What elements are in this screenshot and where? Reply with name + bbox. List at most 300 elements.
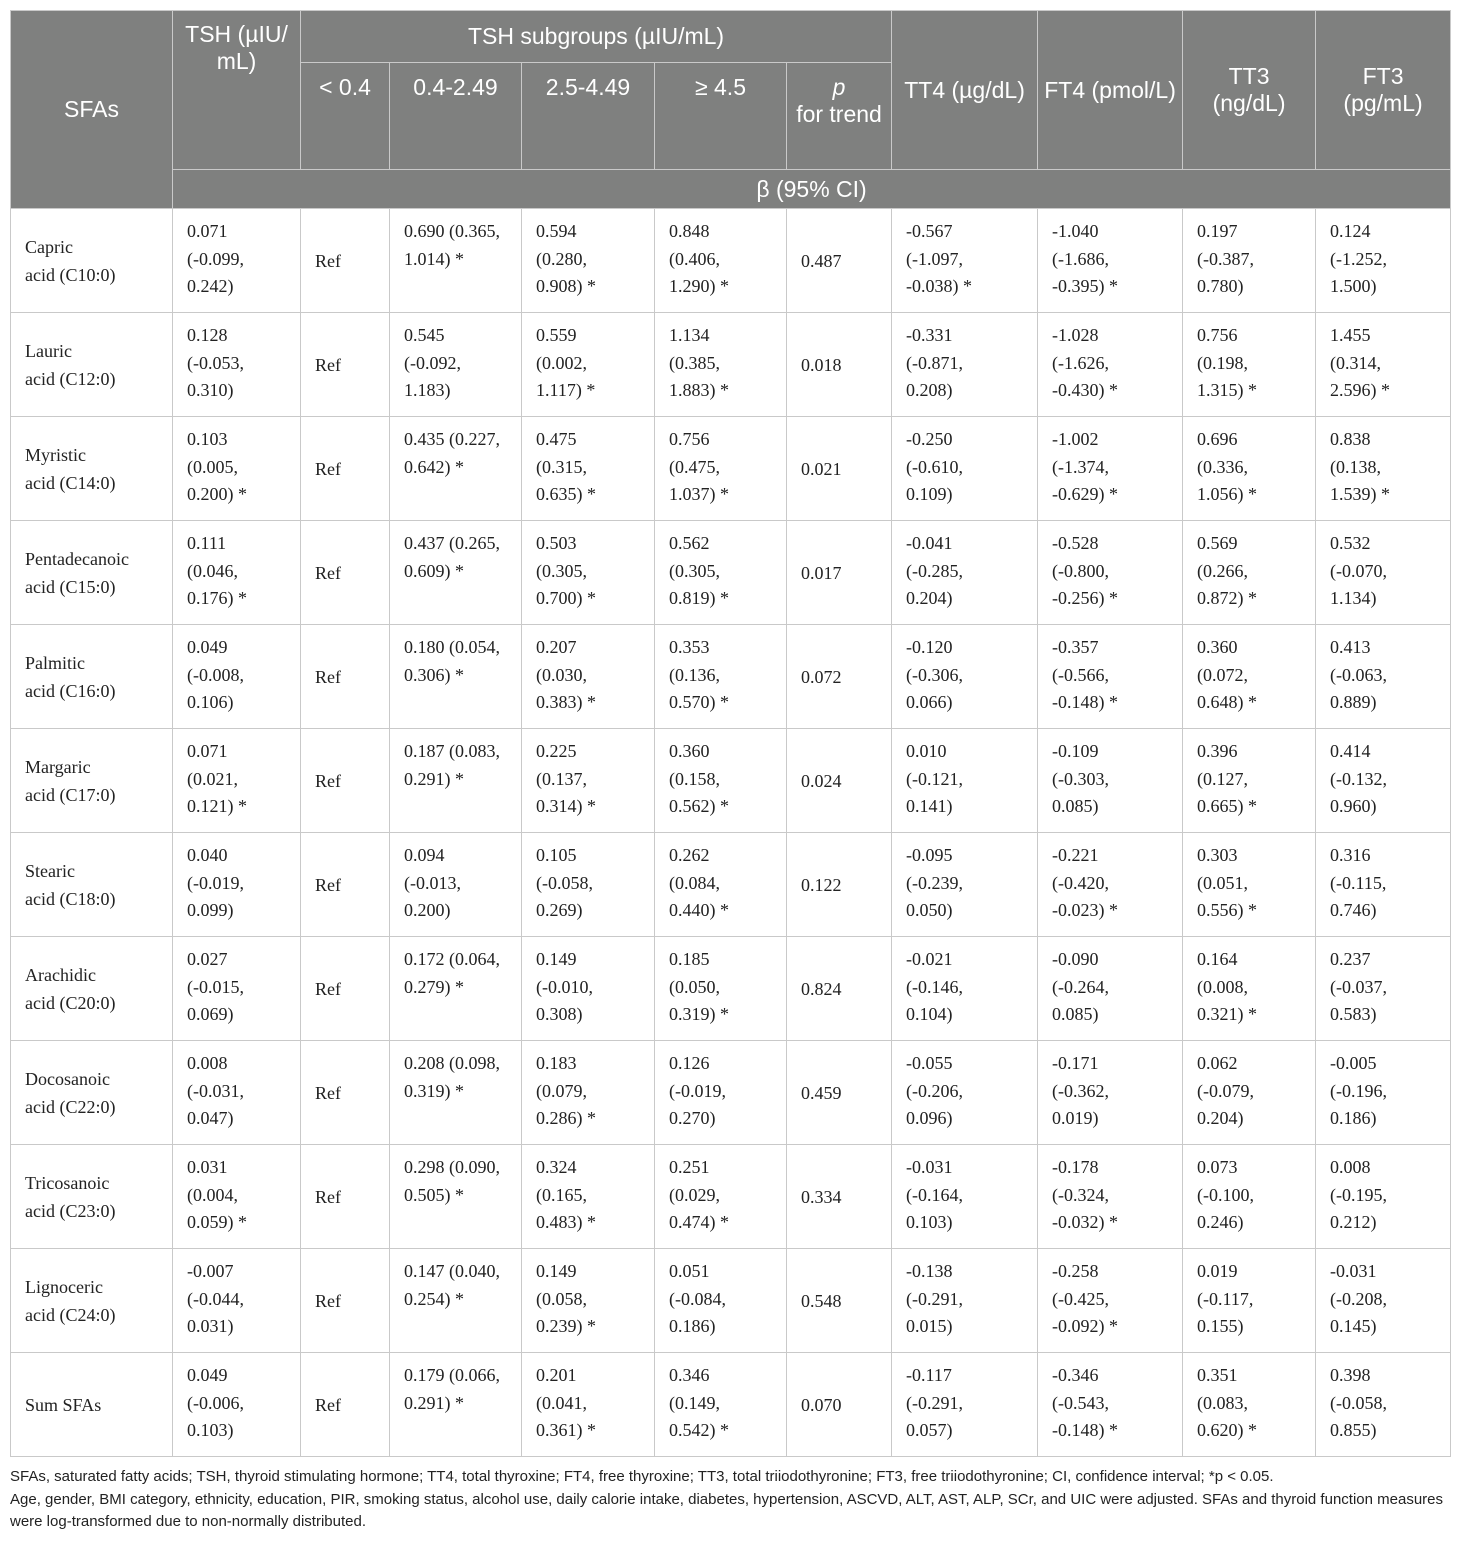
- cell-line: (0.136,: [669, 664, 720, 685]
- cell-line: 0.186): [1330, 1108, 1377, 1128]
- cell-line: 0.251: [669, 1157, 710, 1177]
- cell-ft4: [1038, 313, 1183, 417]
- cell-line: (-0.196,: [1330, 1080, 1388, 1101]
- cell-subgroup-25-449: [522, 625, 655, 729]
- cell-line: Docosanoic: [25, 1069, 110, 1089]
- cell-line: 0.059) *: [187, 1212, 247, 1232]
- cell-tsh: [173, 521, 301, 625]
- cell-tt4: [892, 1145, 1038, 1249]
- cell-line: 0.208 (0.098,: [404, 1053, 500, 1073]
- cell-ft3: [1316, 1249, 1451, 1353]
- cell-line: (-0.195,: [1330, 1184, 1388, 1205]
- cell-line: Arachidic: [25, 965, 96, 985]
- cell-ft4: [1038, 625, 1183, 729]
- cell-tt3: [1183, 833, 1316, 937]
- cell-ft3: [1316, 1353, 1451, 1457]
- cell-line: 0.200): [404, 900, 451, 920]
- cell-line: -0.221: [1052, 845, 1099, 865]
- cell-tsh: [173, 1041, 301, 1145]
- cell-subgroup-25-449: [522, 417, 655, 521]
- cell-line: -0.005: [1330, 1053, 1377, 1073]
- cell-line: (-1.097,: [906, 248, 964, 269]
- cell-line: 0.239) *: [536, 1316, 596, 1336]
- cell-line: 0.303: [1197, 845, 1238, 865]
- cell-line: 0.620) *: [1197, 1420, 1258, 1440]
- cell-tsh: [173, 209, 301, 313]
- cell-subgroup-ge45: [655, 1249, 787, 1353]
- header-subgroup-lt04: < 0.4: [301, 63, 390, 170]
- cell-tt4: [892, 417, 1038, 521]
- cell-line: (-0.206,: [906, 1080, 964, 1101]
- cell-ft4: [1038, 1249, 1183, 1353]
- cell-line: (0.280,: [536, 248, 587, 269]
- cell-line: (-0.099,: [187, 248, 244, 269]
- cell-subgroup-ge45: [655, 521, 787, 625]
- cell-subgroup-ge45: [655, 1041, 787, 1145]
- cell-line: (0.058,: [536, 1288, 587, 1309]
- cell-line: -0.148) *: [1052, 1420, 1119, 1440]
- cell-line: 0.197: [1197, 221, 1238, 241]
- cell-line: -0.055: [906, 1053, 953, 1073]
- cell-tsh: [173, 937, 301, 1041]
- cell-line: (0.002,: [536, 352, 587, 373]
- cell-p-for-trend: 0.548: [787, 1249, 892, 1353]
- cell-tt3: [1183, 937, 1316, 1041]
- cell-line: (-0.117,: [1197, 1288, 1254, 1309]
- cell-line: -1.040: [1052, 221, 1099, 241]
- cell-line: (-0.420,: [1052, 872, 1110, 893]
- table-row: [11, 1145, 1451, 1249]
- cell-tsh: [173, 729, 301, 833]
- cell-line: 0.316: [1330, 845, 1371, 865]
- footnote-abbreviations: SFAs, saturated fatty acids; TSH, thyroid stimulating hormone; TT4, total thyroxine; FT4, free thyroxine; TT3, total triiodothyronine; FT3, free triiodothyronine; CI, confidence interval; *p < 0.05.: [10, 1468, 1274, 1485]
- cell-line: Palmitic: [25, 653, 85, 673]
- cell-sfa-name: [11, 937, 173, 1041]
- cell-line: (0.083,: [1197, 1392, 1249, 1413]
- cell-line: -0.023) *: [1052, 900, 1119, 920]
- cell-tt3: [1183, 521, 1316, 625]
- cell-line: 1.883) *: [669, 380, 729, 400]
- cell-line: 0.049: [187, 637, 228, 657]
- cell-line: (0.021,: [187, 768, 238, 789]
- cell-line: 1.117) *: [536, 380, 596, 400]
- cell-line: 0.756: [669, 429, 710, 449]
- cell-tsh: [173, 625, 301, 729]
- cell-ft3: [1316, 833, 1451, 937]
- cell-line: Lignoceric: [25, 1277, 103, 1297]
- cell-line: 0.648) *: [1197, 692, 1258, 712]
- cell-line: 0.149: [536, 949, 577, 969]
- cell-line: 0.031: [187, 1157, 228, 1177]
- cell-line: Myristic: [25, 445, 86, 465]
- cell-line: 0.306) *: [404, 664, 464, 685]
- cell-line: Stearic: [25, 861, 75, 881]
- cell-line: 0.270): [669, 1108, 716, 1128]
- cell-line: -0.258: [1052, 1261, 1099, 1281]
- cell-line: 0.635) *: [536, 484, 596, 504]
- cell-line: 0.746): [1330, 900, 1377, 920]
- cell-line: 1.500): [1330, 276, 1377, 296]
- cell-line: 0.532: [1330, 533, 1371, 553]
- header-tsh: TSH (µIU/ mL): [173, 11, 301, 170]
- cell-subgroup-ge45: [655, 625, 787, 729]
- cell-tt4: [892, 209, 1038, 313]
- cell-line: (0.072,: [1197, 664, 1249, 685]
- cell-subgroup-lt04: Ref: [301, 209, 390, 313]
- cell-line: (-0.610,: [906, 456, 964, 477]
- header-beta-ci: β (95% CI): [173, 170, 1451, 209]
- cell-line: 0.204): [1197, 1108, 1244, 1128]
- cell-subgroup-04-249: [390, 417, 522, 521]
- cell-line: 0.360: [1197, 637, 1238, 657]
- cell-line: 0.172 (0.064,: [404, 949, 500, 969]
- cell-line: -0.138: [906, 1261, 953, 1281]
- cell-subgroup-25-449: [522, 521, 655, 625]
- cell-line: acid (C17:0): [25, 784, 116, 805]
- cell-line: 1.134: [669, 325, 710, 345]
- cell-line: 0.855): [1330, 1420, 1377, 1440]
- cell-line: (-0.543,: [1052, 1392, 1110, 1413]
- cell-ft3: [1316, 209, 1451, 313]
- cell-ft4: [1038, 729, 1183, 833]
- cell-line: (0.005,: [187, 456, 238, 477]
- cell-line: (-0.239,: [906, 872, 964, 893]
- cell-tt4: [892, 1249, 1038, 1353]
- cell-line: 0.019: [1197, 1261, 1238, 1281]
- cell-subgroup-lt04: Ref: [301, 625, 390, 729]
- cell-line: 0.164: [1197, 949, 1238, 969]
- cell-line: Margaric: [25, 757, 91, 777]
- cell-subgroup-ge45: [655, 417, 787, 521]
- cell-line: -0.092) *: [1052, 1316, 1119, 1336]
- cell-subgroup-04-249: [390, 833, 522, 937]
- cell-line: -0.117: [906, 1365, 952, 1385]
- cell-line: -0.567: [906, 221, 953, 241]
- cell-line: 0.351: [1197, 1365, 1238, 1385]
- cell-subgroup-04-249: [390, 1041, 522, 1145]
- cell-line: 0.111: [187, 533, 227, 553]
- cell-line: 0.180 (0.054,: [404, 637, 500, 657]
- cell-subgroup-04-249: [390, 1145, 522, 1249]
- cell-line: 0.208): [906, 380, 953, 400]
- header-ft3: FT3 (pg/mL): [1316, 11, 1451, 170]
- cell-line: 0.642) *: [404, 456, 464, 477]
- cell-line: -0.171: [1052, 1053, 1099, 1073]
- cell-subgroup-ge45: [655, 313, 787, 417]
- cell-line: 0.105: [536, 845, 577, 865]
- cell-line: (0.314,: [1330, 352, 1382, 373]
- cell-line: -0.032) *: [1052, 1212, 1119, 1232]
- table-row: [11, 937, 1451, 1041]
- cell-line: 0.183: [536, 1053, 577, 1073]
- cell-line: 0.019): [1052, 1108, 1099, 1128]
- cell-line: 0.094: [404, 845, 445, 865]
- cell-p-for-trend: 0.072: [787, 625, 892, 729]
- cell-line: 0.051: [669, 1261, 710, 1281]
- cell-line: 0.291) *: [404, 768, 464, 789]
- cell-line: -0.148) *: [1052, 692, 1119, 712]
- table-row: [11, 417, 1451, 521]
- cell-ft3: [1316, 417, 1451, 521]
- cell-line: (-0.008,: [187, 664, 244, 685]
- cell-line: (-0.015,: [187, 976, 244, 997]
- cell-line: 0.246): [1197, 1212, 1244, 1232]
- cell-line: -0.357: [1052, 637, 1099, 657]
- cell-line: (-0.031,: [187, 1080, 244, 1101]
- cell-tt4: [892, 313, 1038, 417]
- cell-ft3: [1316, 625, 1451, 729]
- cell-line: 1.315) *: [1197, 380, 1258, 400]
- cell-line: 1.455: [1330, 325, 1371, 345]
- cell-line: 0.071: [187, 741, 228, 761]
- cell-line: 0.040: [187, 845, 228, 865]
- cell-subgroup-04-249: [390, 209, 522, 313]
- cell-line: 0.505) *: [404, 1184, 464, 1205]
- cell-line: 0.254) *: [404, 1288, 464, 1309]
- cell-line: 0.542) *: [669, 1420, 729, 1440]
- cell-line: 0.212): [1330, 1212, 1377, 1232]
- cell-line: -0.007: [187, 1261, 234, 1281]
- table-body: [11, 209, 1451, 1457]
- cell-sfa-name: [11, 521, 173, 625]
- cell-line: 0.155): [1197, 1316, 1244, 1336]
- cell-line: 0.556) *: [1197, 900, 1258, 920]
- cell-subgroup-lt04: Ref: [301, 937, 390, 1041]
- cell-line: -0.095: [906, 845, 953, 865]
- cell-sfa-name: [11, 833, 173, 937]
- cell-line: 0.201: [536, 1365, 577, 1385]
- cell-sfa-name: [11, 625, 173, 729]
- cell-line: 0.050): [906, 900, 953, 920]
- cell-line: 0.109): [906, 484, 953, 504]
- cell-line: -0.120: [906, 637, 953, 657]
- cell-line: (-1.374,: [1052, 456, 1110, 477]
- cell-subgroup-lt04: Ref: [301, 1145, 390, 1249]
- table-row: [11, 1249, 1451, 1353]
- cell-line: (-0.425,: [1052, 1288, 1110, 1309]
- cell-line: (-1.626,: [1052, 352, 1110, 373]
- cell-subgroup-25-449: [522, 937, 655, 1041]
- cell-line: 0.562: [669, 533, 710, 553]
- cell-p-for-trend: 0.334: [787, 1145, 892, 1249]
- cell-line: (0.137,: [536, 768, 587, 789]
- cell-tsh: [173, 1249, 301, 1353]
- cell-line: 0.700) *: [536, 588, 596, 608]
- cell-subgroup-ge45: [655, 209, 787, 313]
- cell-line: (-0.291,: [906, 1392, 964, 1413]
- table-header: [11, 11, 1451, 209]
- cell-line: (-0.092,: [404, 352, 461, 373]
- cell-line: (-0.303,: [1052, 768, 1110, 789]
- cell-p-for-trend: 0.824: [787, 937, 892, 1041]
- cell-line: (0.084,: [669, 872, 720, 893]
- cell-line: 0.319) *: [669, 1004, 729, 1024]
- cell-line: 0.085): [1052, 796, 1099, 816]
- table-row: [11, 1353, 1451, 1457]
- cell-line: (0.336,: [1197, 456, 1249, 477]
- cell-line: 0.396: [1197, 741, 1238, 761]
- cell-line: 0.314) *: [536, 796, 596, 816]
- cell-line: -0.038) *: [906, 276, 973, 296]
- cell-line: (-0.121,: [906, 768, 964, 789]
- cell-line: 0.889): [1330, 692, 1377, 712]
- cell-line: 0.609) *: [404, 560, 464, 581]
- cell-subgroup-ge45: [655, 729, 787, 833]
- cell-line: 0.200) *: [187, 484, 247, 504]
- cell-subgroup-lt04: Ref: [301, 729, 390, 833]
- cell-line: acid (C18:0): [25, 888, 116, 909]
- cell-line: 0.145): [1330, 1316, 1377, 1336]
- cell-line: -0.021: [906, 949, 953, 969]
- cell-line: (0.149,: [669, 1392, 720, 1413]
- cell-tt4: [892, 729, 1038, 833]
- table-row: [11, 521, 1451, 625]
- cell-line: 0.031): [187, 1316, 234, 1336]
- cell-sfa-name: [11, 1353, 173, 1457]
- cell-sfa-name: [11, 417, 173, 521]
- cell-ft3: [1316, 313, 1451, 417]
- cell-subgroup-lt04: Ref: [301, 833, 390, 937]
- cell-tsh: [173, 313, 301, 417]
- cell-line: -0.031: [1330, 1261, 1377, 1281]
- cell-line: 0.435 (0.227,: [404, 429, 500, 449]
- cell-line: (-1.252,: [1330, 248, 1388, 269]
- cell-ft3: [1316, 729, 1451, 833]
- cell-subgroup-25-449: [522, 313, 655, 417]
- cell-line: (-0.084,: [669, 1288, 726, 1309]
- cell-line: 0.848: [669, 221, 710, 241]
- cell-subgroup-lt04: Ref: [301, 1249, 390, 1353]
- cell-line: (-0.387,: [1197, 248, 1255, 269]
- cell-sfa-name: [11, 1041, 173, 1145]
- cell-sfa-name: [11, 313, 173, 417]
- cell-line: 0.559: [536, 325, 577, 345]
- cell-p-for-trend: 0.017: [787, 521, 892, 625]
- cell-subgroup-25-449: [522, 1145, 655, 1249]
- cell-line: (0.051,: [1197, 872, 1249, 893]
- cell-line: 0.103: [187, 429, 228, 449]
- cell-p-for-trend: 0.487: [787, 209, 892, 313]
- cell-line: 0.126: [669, 1053, 710, 1073]
- cell-line: (0.029,: [669, 1184, 720, 1205]
- cell-line: (-0.019,: [187, 872, 244, 893]
- cell-line: (0.079,: [536, 1080, 587, 1101]
- cell-line: (-1.686,: [1052, 248, 1110, 269]
- cell-subgroup-ge45: [655, 833, 787, 937]
- cell-tt4: [892, 521, 1038, 625]
- cell-line: 0.756: [1197, 325, 1238, 345]
- cell-line: (-0.132,: [1330, 768, 1388, 789]
- footnote-adjustment: Age, gender, BMI category, ethnicity, education, PIR, smoking status, alcohol use, daily calorie intake, diabetes, hypertension, ASCVD, ALT, AST, ALP, SCr, and UIC were adjusted. SFAs and thyroid function measures were log-transformed due to non-normally distributed.: [10, 1490, 1443, 1530]
- cell-subgroup-lt04: Ref: [301, 417, 390, 521]
- cell-tt3: [1183, 1145, 1316, 1249]
- cell-line: 0.057): [906, 1420, 953, 1440]
- cell-line: (-0.264,: [1052, 976, 1110, 997]
- cell-line: 0.474) *: [669, 1212, 729, 1232]
- cell-line: 0.319) *: [404, 1080, 464, 1101]
- cell-tsh: [173, 1353, 301, 1457]
- cell-ft3: [1316, 937, 1451, 1041]
- cell-tt4: [892, 1041, 1038, 1145]
- cell-line: 0.015): [906, 1316, 953, 1336]
- cell-line: 0.106): [187, 692, 234, 712]
- cell-tt3: [1183, 1353, 1316, 1457]
- cell-line: -0.041: [906, 533, 953, 553]
- cell-subgroup-ge45: [655, 937, 787, 1041]
- cell-tt3: [1183, 1041, 1316, 1145]
- cell-line: acid (C16:0): [25, 680, 116, 701]
- cell-ft4: [1038, 937, 1183, 1041]
- table-row: [11, 1041, 1451, 1145]
- cell-line: 0.324: [536, 1157, 577, 1177]
- cell-line: (-0.019,: [669, 1080, 726, 1101]
- cell-subgroup-lt04: Ref: [301, 521, 390, 625]
- cell-line: 0.696: [1197, 429, 1238, 449]
- cell-line: 1.134): [1330, 588, 1377, 608]
- cell-line: 0.096): [906, 1108, 953, 1128]
- cell-line: 0.286) *: [536, 1108, 596, 1128]
- header-p-italic: p: [832, 74, 846, 100]
- cell-line: 0.027: [187, 949, 228, 969]
- cell-line: (-0.800,: [1052, 560, 1110, 581]
- cell-subgroup-04-249: [390, 1353, 522, 1457]
- cell-line: (-0.058,: [536, 872, 593, 893]
- cell-line: 0.819) *: [669, 588, 729, 608]
- cell-line: 0.010: [906, 741, 947, 761]
- cell-line: -0.395) *: [1052, 276, 1119, 296]
- cell-line: -1.002: [1052, 429, 1099, 449]
- cell-line: 0.225: [536, 741, 577, 761]
- header-subgroup-ge45: ≥ 4.5: [655, 63, 787, 170]
- cell-tt3: [1183, 417, 1316, 521]
- cell-line: acid (C23:0): [25, 1200, 116, 1221]
- cell-line: 0.085): [1052, 1004, 1099, 1024]
- cell-line: 0.562) *: [669, 796, 729, 816]
- cell-line: (-0.291,: [906, 1288, 964, 1309]
- cell-line: 0.099): [187, 900, 234, 920]
- cell-subgroup-25-449: [522, 1353, 655, 1457]
- cell-line: 0.049: [187, 1365, 228, 1385]
- cell-ft3: [1316, 1041, 1451, 1145]
- table-row: [11, 313, 1451, 417]
- cell-line: 0.204): [906, 588, 953, 608]
- cell-line: 0.960): [1330, 796, 1377, 816]
- table-row: [11, 209, 1451, 313]
- cell-subgroup-04-249: [390, 313, 522, 417]
- cell-subgroup-ge45: [655, 1145, 787, 1249]
- table-row: [11, 833, 1451, 937]
- cell-line: 0.308): [536, 1004, 583, 1024]
- cell-sfa-name: [11, 209, 173, 313]
- cell-line: acid (C15:0): [25, 576, 116, 597]
- cell-line: (-0.566,: [1052, 664, 1110, 685]
- cell-line: 0.398: [1330, 1365, 1371, 1385]
- cell-line: (-0.871,: [906, 352, 964, 373]
- cell-p-for-trend: 0.070: [787, 1353, 892, 1457]
- cell-line: -0.250: [906, 429, 953, 449]
- cell-line: 1.539) *: [1330, 484, 1391, 504]
- cell-line: 0.383) *: [536, 692, 596, 712]
- cell-line: (0.041,: [536, 1392, 587, 1413]
- cell-line: (-0.324,: [1052, 1184, 1110, 1205]
- cell-line: (-0.079,: [1197, 1080, 1255, 1101]
- cell-ft4: [1038, 1353, 1183, 1457]
- cell-line: 0.176) *: [187, 588, 247, 608]
- cell-subgroup-25-449: [522, 1041, 655, 1145]
- cell-line: 0.147 (0.040,: [404, 1261, 500, 1281]
- cell-line: 1.056) *: [1197, 484, 1258, 504]
- cell-line: 0.242): [187, 276, 234, 296]
